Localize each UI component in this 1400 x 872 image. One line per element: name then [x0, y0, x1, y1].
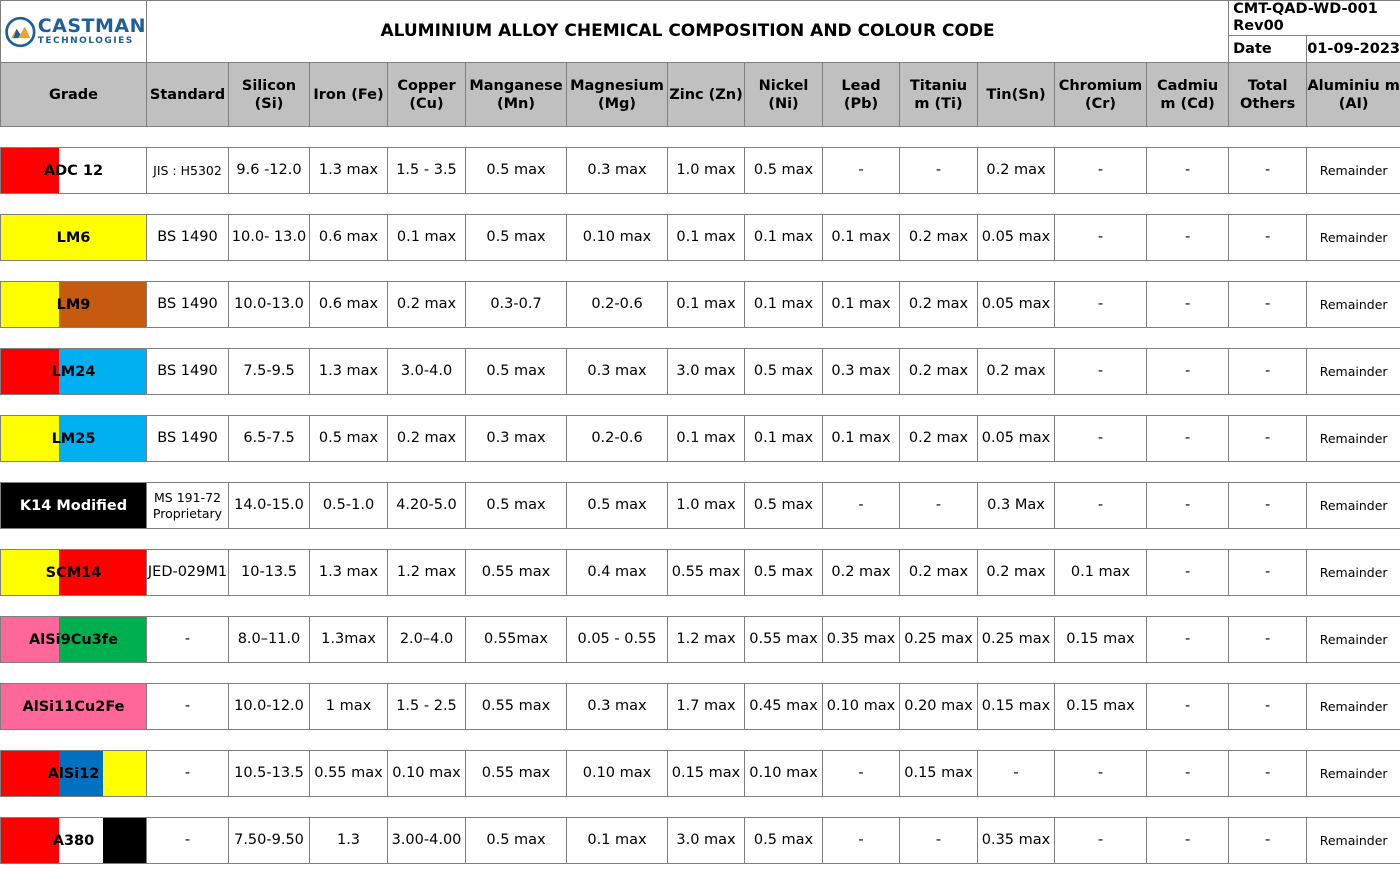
standard-cell: - — [147, 751, 229, 797]
value-cell: 0.15 max — [978, 684, 1055, 730]
value-cell: 3.00-4.00 — [388, 818, 466, 864]
spacer-cell — [1, 797, 1400, 818]
value-cell: 1.2 max — [388, 550, 466, 596]
value-cell: 0.5 max — [745, 483, 823, 529]
header-row-1 — [1, 1, 1400, 36]
value-cell: 1.5 - 3.5 — [388, 148, 466, 194]
value-cell: 0.3-0.7 — [466, 282, 567, 328]
value-cell: - — [1147, 818, 1229, 864]
date-value: 01-09-2023 — [1307, 36, 1400, 63]
value-cell: 0.2-0.6 — [567, 416, 668, 462]
value-cell: - — [1229, 215, 1307, 261]
value-cell: 0.10 max — [823, 684, 900, 730]
grade-cell — [1, 282, 147, 328]
value-cell: 1.0 max — [668, 483, 745, 529]
spacer-cell — [1, 328, 1400, 349]
spacer-cell — [1, 730, 1400, 751]
value-cell: 0.2 max — [823, 550, 900, 596]
aluminium-cell: Remainder — [1307, 215, 1400, 261]
spacer-row — [1, 261, 1400, 282]
value-cell: 7.5-9.5 — [229, 349, 310, 395]
table-row — [1, 416, 1400, 462]
value-cell: 0.55 max — [466, 684, 567, 730]
value-cell: 0.05 max — [978, 215, 1055, 261]
spacer-cell — [1, 596, 1400, 617]
value-cell: 1.2 max — [668, 617, 745, 663]
grade-label: AlSi11Cu2Fe — [22, 698, 125, 715]
column-header: Magnesium (Mg) — [567, 63, 668, 127]
column-header: Zinc (Zn) — [668, 63, 745, 127]
value-cell: 0.2 max — [978, 349, 1055, 395]
value-cell: 0.2 max — [900, 349, 978, 395]
grade-label: LM6 — [56, 229, 91, 246]
standard-cell: MS 191-72 Proprietary — [147, 483, 229, 529]
value-cell: 0.25 max — [900, 617, 978, 663]
value-cell: 4.20-5.0 — [388, 483, 466, 529]
standard-cell: JIS : H5302 — [147, 148, 229, 194]
value-cell: 1 max — [310, 684, 388, 730]
value-cell: 9.6 -12.0 — [229, 148, 310, 194]
aluminium-cell: Remainder — [1307, 416, 1400, 462]
value-cell: 10-13.5 — [229, 550, 310, 596]
value-cell: 0.2-0.6 — [567, 282, 668, 328]
grade-label: LM24 — [51, 363, 96, 380]
column-header: Iron (Fe) — [310, 63, 388, 127]
value-cell: 0.10 max — [745, 751, 823, 797]
value-cell: 0.2 max — [388, 282, 466, 328]
value-cell: 0.3 max — [567, 349, 668, 395]
standard-cell: BS 1490 — [147, 282, 229, 328]
spacer-row — [1, 596, 1400, 617]
value-cell: 0.55 max — [745, 617, 823, 663]
table-row — [1, 215, 1400, 261]
aluminium-cell: Remainder — [1307, 751, 1400, 797]
column-header: Copper (Cu) — [388, 63, 466, 127]
value-cell: 0.6 max — [310, 282, 388, 328]
grade-cell — [1, 148, 147, 194]
value-cell: 1.3 max — [310, 550, 388, 596]
value-cell: 0.05 - 0.55 — [567, 617, 668, 663]
spacer-cell — [1, 462, 1400, 483]
aluminium-cell: Remainder — [1307, 483, 1400, 529]
value-cell: 0.55 max — [310, 751, 388, 797]
value-cell: 7.50-9.50 — [229, 818, 310, 864]
spacer-cell — [1, 395, 1400, 416]
grade-label: A380 — [52, 832, 95, 849]
table-row — [1, 483, 1400, 529]
value-cell: - — [1229, 617, 1307, 663]
column-header: Total Others — [1229, 63, 1307, 127]
value-cell: - — [1055, 282, 1147, 328]
grade-cell — [1, 617, 147, 663]
value-cell: 0.2 max — [900, 550, 978, 596]
value-cell: 0.45 max — [745, 684, 823, 730]
column-header: Chromium (Cr) — [1055, 63, 1147, 127]
value-cell: 0.15 max — [900, 751, 978, 797]
value-cell: - — [823, 148, 900, 194]
aluminium-cell: Remainder — [1307, 617, 1400, 663]
date-label: Date — [1229, 36, 1307, 63]
value-cell: 0.05 max — [978, 416, 1055, 462]
value-cell: 0.1 max — [823, 215, 900, 261]
value-cell: - — [1055, 148, 1147, 194]
value-cell: 0.1 max — [668, 215, 745, 261]
value-cell: 2.0–4.0 — [388, 617, 466, 663]
value-cell: 0.2 max — [388, 416, 466, 462]
value-cell: - — [1147, 148, 1229, 194]
value-cell: 6.5-7.5 — [229, 416, 310, 462]
company-name: CASTMAN — [37, 15, 146, 37]
value-cell: 14.0-15.0 — [229, 483, 310, 529]
grade-cell — [1, 483, 147, 529]
value-cell: 0.3 Max — [978, 483, 1055, 529]
table-body — [1, 127, 1400, 864]
value-cell: - — [823, 483, 900, 529]
spacer-row — [1, 328, 1400, 349]
value-cell: 0.5-1.0 — [310, 483, 388, 529]
value-cell: 0.2 max — [900, 416, 978, 462]
value-cell: 0.1 max — [745, 282, 823, 328]
value-cell: 0.5 max — [745, 550, 823, 596]
aluminium-cell: Remainder — [1307, 148, 1400, 194]
value-cell: 0.10 max — [567, 751, 668, 797]
column-header: Cadmiu m (Cd) — [1147, 63, 1229, 127]
value-cell: 0.5 max — [310, 416, 388, 462]
value-cell: - — [1147, 617, 1229, 663]
grade-label: LM25 — [51, 430, 96, 447]
column-header: Nickel (Ni) — [745, 63, 823, 127]
value-cell: 0.55 max — [466, 550, 567, 596]
value-cell: - — [1147, 483, 1229, 529]
value-cell: 0.5 max — [466, 215, 567, 261]
value-cell: - — [1229, 349, 1307, 395]
table-row — [1, 751, 1400, 797]
value-cell: 0.5 max — [745, 349, 823, 395]
value-cell: 10.0-12.0 — [229, 684, 310, 730]
value-cell: 0.5 max — [466, 148, 567, 194]
standard-cell: - — [147, 818, 229, 864]
value-cell: 3.0 max — [668, 349, 745, 395]
value-cell: 0.2 max — [900, 282, 978, 328]
column-header: Grade — [1, 63, 147, 127]
value-cell: - — [1055, 818, 1147, 864]
value-cell: 1.7 max — [668, 684, 745, 730]
grade-label: SCM14 — [45, 564, 102, 581]
value-cell: 0.05 max — [978, 282, 1055, 328]
spacer-row — [1, 462, 1400, 483]
value-cell: 0.15 max — [1055, 684, 1147, 730]
value-cell: 0.3 max — [466, 416, 567, 462]
value-cell: 3.0 max — [668, 818, 745, 864]
grade-cell — [1, 215, 147, 261]
value-cell: 0.55 max — [668, 550, 745, 596]
spacer-row — [1, 663, 1400, 684]
value-cell: 8.0–11.0 — [229, 617, 310, 663]
grade-label: K14 Modified — [19, 497, 128, 514]
value-cell: 0.35 max — [823, 617, 900, 663]
value-cell: 0.25 max — [978, 617, 1055, 663]
spacer-row — [1, 797, 1400, 818]
value-cell: 1.3max — [310, 617, 388, 663]
column-header: Titaniu m (Ti) — [900, 63, 978, 127]
value-cell: - — [1147, 215, 1229, 261]
grade-cell — [1, 751, 147, 797]
table-row — [1, 617, 1400, 663]
standard-cell: BS 1490 — [147, 215, 229, 261]
value-cell: 1.3 — [310, 818, 388, 864]
value-cell: - — [978, 751, 1055, 797]
grade-cell — [1, 684, 147, 730]
spacer-cell — [1, 663, 1400, 684]
value-cell: - — [900, 818, 978, 864]
value-cell: 0.3 max — [823, 349, 900, 395]
value-cell: 0.1 max — [745, 416, 823, 462]
value-cell: 0.4 max — [567, 550, 668, 596]
value-cell: - — [900, 148, 978, 194]
value-cell: - — [823, 818, 900, 864]
sheet-title: ALUMINIUM ALLOY CHEMICAL COMPOSITION AND COLOUR CODE — [147, 1, 1229, 63]
value-cell: - — [1055, 483, 1147, 529]
column-header: Standard — [147, 63, 229, 127]
value-cell: 0.15 max — [1055, 617, 1147, 663]
value-cell: - — [900, 483, 978, 529]
aluminium-cell: Remainder — [1307, 684, 1400, 730]
value-cell: 1.3 max — [310, 349, 388, 395]
column-header: Tin(Sn) — [978, 63, 1055, 127]
spacer-row — [1, 529, 1400, 550]
spacer-cell — [1, 529, 1400, 550]
value-cell: - — [1055, 349, 1147, 395]
value-cell: 0.5 max — [745, 818, 823, 864]
spacer-cell — [1, 127, 1400, 148]
value-cell: 0.35 max — [978, 818, 1055, 864]
table-row — [1, 818, 1400, 864]
value-cell: - — [1147, 550, 1229, 596]
value-cell: - — [1229, 416, 1307, 462]
value-cell: 0.55 max — [466, 751, 567, 797]
value-cell: - — [1229, 818, 1307, 864]
value-cell: 3.0-4.0 — [388, 349, 466, 395]
value-cell: 0.1 max — [823, 282, 900, 328]
standard-cell: BS 1490 — [147, 349, 229, 395]
value-cell: 0.1 max — [388, 215, 466, 261]
logo-cell — [1, 1, 147, 63]
standard-cell: JED-029M1 — [147, 550, 229, 596]
spacer-cell — [1, 194, 1400, 215]
table-row — [1, 684, 1400, 730]
value-cell: 10.0- 13.0 — [229, 215, 310, 261]
value-cell: 0.3 max — [567, 684, 668, 730]
aluminium-cell: Remainder — [1307, 818, 1400, 864]
value-cell: 0.5 max — [466, 483, 567, 529]
standard-cell: - — [147, 684, 229, 730]
value-cell: - — [1229, 684, 1307, 730]
standard-cell: BS 1490 — [147, 416, 229, 462]
grade-label: AlSi9Cu3fe — [29, 631, 118, 648]
value-cell: 0.5 max — [567, 483, 668, 529]
table-row — [1, 282, 1400, 328]
value-cell: 0.1 max — [745, 215, 823, 261]
company-logo — [5, 12, 146, 52]
value-cell: 1.3 max — [310, 148, 388, 194]
value-cell: 0.5 max — [466, 818, 567, 864]
value-cell: 0.55max — [466, 617, 567, 663]
value-cell: - — [1055, 751, 1147, 797]
value-cell: - — [1229, 550, 1307, 596]
value-cell: - — [1229, 282, 1307, 328]
value-cell: 0.5 max — [745, 148, 823, 194]
value-cell: 0.10 max — [388, 751, 466, 797]
value-cell: 10.0-13.0 — [229, 282, 310, 328]
value-cell: 0.2 max — [978, 550, 1055, 596]
document-reference: CMT-QAD-WD-001 Rev00 — [1229, 1, 1400, 36]
spacer-cell — [1, 261, 1400, 282]
value-cell: - — [1229, 148, 1307, 194]
value-cell: - — [1055, 215, 1147, 261]
value-cell: 0.2 max — [900, 215, 978, 261]
value-cell: - — [1229, 483, 1307, 529]
value-cell: 1.5 - 2.5 — [388, 684, 466, 730]
value-cell: 0.20 max — [900, 684, 978, 730]
value-cell: 0.5 max — [466, 349, 567, 395]
column-header: Aluminiu m (AI) — [1307, 63, 1400, 127]
aluminium-cell: Remainder — [1307, 349, 1400, 395]
spacer-row — [1, 395, 1400, 416]
spacer-row — [1, 730, 1400, 751]
value-cell: 0.6 max — [310, 215, 388, 261]
value-cell: 0.2 max — [978, 148, 1055, 194]
company-subtitle: TECHNOLOGIES — [37, 36, 134, 46]
aluminium-cell: Remainder — [1307, 550, 1400, 596]
value-cell: 10.5-13.5 — [229, 751, 310, 797]
aluminium-cell: Remainder — [1307, 282, 1400, 328]
grade-label: ADC 12 — [43, 162, 104, 179]
value-cell: 0.15 max — [668, 751, 745, 797]
column-header: Lead (Pb) — [823, 63, 900, 127]
value-cell: - — [823, 751, 900, 797]
value-cell: - — [1147, 751, 1229, 797]
spacer-row — [1, 127, 1400, 148]
value-cell: 0.1 max — [1055, 550, 1147, 596]
value-cell: - — [1055, 416, 1147, 462]
value-cell: 0.3 max — [567, 148, 668, 194]
value-cell: 0.1 max — [668, 416, 745, 462]
value-cell: - — [1147, 684, 1229, 730]
castman-logo-icon — [5, 12, 36, 52]
value-cell: - — [1147, 282, 1229, 328]
grade-cell — [1, 349, 147, 395]
spacer-row — [1, 194, 1400, 215]
table-row — [1, 349, 1400, 395]
column-header: Silicon (Si) — [229, 63, 310, 127]
value-cell: - — [1147, 416, 1229, 462]
column-header: Manganese (Mn) — [466, 63, 567, 127]
grade-cell — [1, 550, 147, 596]
value-cell: 0.10 max — [567, 215, 668, 261]
grade-label: LM9 — [56, 296, 91, 313]
value-cell: - — [1147, 349, 1229, 395]
value-cell: 0.1 max — [668, 282, 745, 328]
grade-cell — [1, 416, 147, 462]
standard-cell: - — [147, 617, 229, 663]
value-cell: 0.1 max — [567, 818, 668, 864]
grade-cell — [1, 818, 147, 864]
column-header-row — [1, 63, 1400, 127]
value-cell: - — [1229, 751, 1307, 797]
value-cell: 0.1 max — [823, 416, 900, 462]
table-row — [1, 550, 1400, 596]
table-row — [1, 148, 1400, 194]
value-cell: 1.0 max — [668, 148, 745, 194]
grade-label: AlSi12 — [47, 765, 100, 782]
